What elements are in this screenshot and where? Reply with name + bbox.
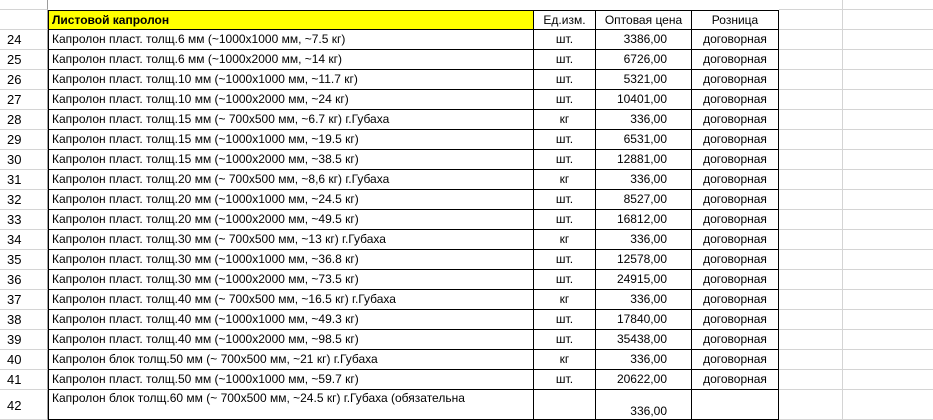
retail-cell[interactable]: договорная — [692, 110, 779, 130]
empty-cell[interactable] — [843, 350, 933, 370]
row-number-cell[interactable]: 24 — [0, 30, 48, 50]
price-cell[interactable]: 336,00 — [596, 110, 692, 130]
price-cell[interactable]: 336,00 — [596, 230, 692, 250]
empty-cell[interactable] — [843, 150, 933, 170]
empty-cell[interactable] — [779, 130, 843, 150]
price-cell[interactable]: 336,00 — [596, 350, 692, 370]
unit-cell[interactable]: шт. — [534, 270, 596, 290]
retail-cell[interactable]: договорная — [692, 130, 779, 150]
unit-cell[interactable]: кг — [534, 110, 596, 130]
price-cell[interactable]: 17840,00 — [596, 310, 692, 330]
price-cell[interactable]: 336,00 — [596, 170, 692, 190]
row-number-cell[interactable] — [0, 10, 48, 30]
unit-cell[interactable] — [534, 390, 596, 420]
row-number-cell[interactable]: 29 — [0, 130, 48, 150]
row-number-cell[interactable]: 25 — [0, 50, 48, 70]
retail-cell[interactable]: договорная — [692, 350, 779, 370]
price-cell[interactable]: 20622,00 — [596, 370, 692, 390]
empty-cell[interactable] — [779, 110, 843, 130]
retail-cell[interactable] — [692, 390, 779, 420]
table-row — [0, 210, 933, 230]
table-row — [0, 170, 933, 190]
empty-cell[interactable] — [779, 230, 843, 250]
table-row — [0, 190, 933, 210]
unit-cell[interactable]: шт. — [534, 130, 596, 150]
product-name-cell[interactable]: Капролон пласт. толщ.15 мм (~ 700х500 мм, ~6.7 кг) г.Губаха — [48, 110, 534, 130]
retail-cell[interactable]: договорная — [692, 330, 779, 350]
empty-cell[interactable] — [843, 90, 933, 110]
row-number-cell[interactable]: 40 — [0, 350, 48, 370]
price-cell[interactable]: 12578,00 — [596, 250, 692, 270]
table-row — [0, 370, 933, 390]
price-cell[interactable]: 10401,00 — [596, 90, 692, 110]
retail-cell[interactable]: договорная — [692, 310, 779, 330]
unit-cell[interactable]: шт. — [534, 370, 596, 390]
product-name-cell[interactable]: Капролон пласт. толщ.40 мм (~ 700х500 мм, ~16.5 кг) г.Губаха — [48, 290, 534, 310]
empty-cell[interactable] — [843, 370, 933, 390]
empty-cell[interactable] — [779, 0, 843, 10]
table-row — [0, 30, 933, 50]
row-number-cell[interactable]: 34 — [0, 230, 48, 250]
empty-cell[interactable] — [843, 130, 933, 150]
retail-cell[interactable]: договорная — [692, 90, 779, 110]
table-row — [0, 150, 933, 170]
header-unit-cell[interactable]: Ед.изм. — [534, 10, 596, 30]
price-cell[interactable]: 336,00 — [596, 390, 692, 420]
empty-cell[interactable] — [843, 170, 933, 190]
retail-cell[interactable]: договорная — [692, 250, 779, 270]
unit-cell[interactable]: шт. — [534, 310, 596, 330]
retail-cell[interactable]: договорная — [692, 50, 779, 70]
retail-cell[interactable]: договорная — [692, 370, 779, 390]
table-header-row — [0, 10, 933, 30]
empty-cell[interactable] — [779, 150, 843, 170]
row-number-cell[interactable]: 42 — [0, 390, 48, 420]
table-row — [0, 50, 933, 70]
empty-cell[interactable] — [843, 110, 933, 130]
unit-cell[interactable]: кг — [534, 170, 596, 190]
unit-cell[interactable]: шт. — [534, 150, 596, 170]
product-name-cell[interactable]: Капролон пласт. толщ.20 мм (~1000х2000 мм, ~49.5 кг) — [48, 210, 534, 230]
empty-cell[interactable] — [843, 50, 933, 70]
empty-cell[interactable] — [843, 270, 933, 290]
retail-cell[interactable]: договорная — [692, 190, 779, 210]
table-row — [0, 130, 933, 150]
empty-cell[interactable] — [779, 290, 843, 310]
empty-cell[interactable] — [779, 350, 843, 370]
product-name-cell[interactable]: Капролон пласт. толщ.40 мм (~1000х2000 мм, ~98.5 кг) — [48, 330, 534, 350]
table-row — [0, 270, 933, 290]
price-cell[interactable]: 8527,00 — [596, 190, 692, 210]
price-cell[interactable]: 6531,00 — [596, 130, 692, 150]
price-cell[interactable]: 24915,00 — [596, 270, 692, 290]
empty-cell[interactable] — [843, 10, 933, 30]
row-number-cell[interactable]: 39 — [0, 330, 48, 350]
unit-cell[interactable]: кг — [534, 230, 596, 250]
product-name-cell[interactable]: Капролон блок толщ.50 мм (~ 700х500 мм, ~21 кг) г.Губаха — [48, 350, 534, 370]
empty-cell[interactable] — [779, 210, 843, 230]
price-cell[interactable]: 3386,00 — [596, 30, 692, 50]
empty-cell[interactable] — [779, 30, 843, 50]
table-row — [0, 250, 933, 270]
empty-cell[interactable] — [843, 330, 933, 350]
empty-cell[interactable] — [779, 90, 843, 110]
price-cell[interactable]: 5321,00 — [596, 70, 692, 90]
empty-cell[interactable] — [843, 70, 933, 90]
empty-cell[interactable] — [779, 190, 843, 210]
retail-cell[interactable]: договорная — [692, 270, 779, 290]
empty-cell[interactable] — [779, 390, 843, 420]
product-name-cell[interactable]: Капролон пласт. толщ.15 мм (~1000х2000 мм, ~38.5 кг) — [48, 150, 534, 170]
empty-cell[interactable] — [843, 250, 933, 270]
empty-cell[interactable] — [779, 70, 843, 90]
empty-cell[interactable] — [843, 390, 933, 420]
table-row — [0, 310, 933, 330]
product-name-cell[interactable]: Капролон пласт. толщ.50 мм (~1000х1000 мм, ~59.7 кг) — [48, 370, 534, 390]
header-retail-cell[interactable]: Розница — [692, 10, 779, 30]
row-number-cell[interactable]: 38 — [0, 310, 48, 330]
row-number-cell[interactable]: 31 — [0, 170, 48, 190]
header-title-cell[interactable]: Листовой капролон — [48, 10, 534, 30]
product-name-cell[interactable]: Капролон пласт. толщ.6 мм (~1000х1000 мм, ~7.5 кг) — [48, 30, 534, 50]
retail-cell[interactable]: договорная — [692, 290, 779, 310]
retail-cell[interactable]: договорная — [692, 230, 779, 250]
empty-cell[interactable] — [779, 270, 843, 290]
row-number-cell[interactable] — [0, 0, 48, 10]
unit-cell[interactable]: шт. — [534, 330, 596, 350]
price-cell[interactable]: 16812,00 — [596, 210, 692, 230]
price-cell[interactable]: 6726,00 — [596, 50, 692, 70]
unit-cell[interactable]: шт. — [534, 90, 596, 110]
partial-row — [0, 0, 933, 10]
retail-cell[interactable]: договорная — [692, 70, 779, 90]
table-row — [0, 390, 933, 420]
empty-cell[interactable] — [779, 10, 843, 30]
product-name-cell[interactable]: Капролон пласт. толщ.10 мм (~1000х2000 мм, ~24 кг) — [48, 90, 534, 110]
row-number-cell[interactable]: 36 — [0, 270, 48, 290]
unit-cell[interactable]: кг — [534, 350, 596, 370]
empty-cell[interactable] — [779, 310, 843, 330]
price-cell[interactable]: 35438,00 — [596, 330, 692, 350]
product-name-cell[interactable]: Капролон пласт. толщ.20 мм (~ 700х500 мм, ~8,6 кг) г.Губаха — [48, 170, 534, 190]
product-name-cell[interactable]: Капролон блок толщ.60 мм (~ 700х500 мм, ~24.5 кг) г.Губаха (обязательна — [48, 390, 534, 420]
table-row — [0, 290, 933, 310]
table-row — [0, 330, 933, 350]
table-row — [0, 230, 933, 250]
empty-cell[interactable] — [843, 230, 933, 250]
retail-cell[interactable]: договорная — [692, 170, 779, 190]
row-number-cell[interactable]: 30 — [0, 150, 48, 170]
price-cell[interactable]: 336,00 — [596, 290, 692, 310]
price-cell[interactable]: 12881,00 — [596, 150, 692, 170]
unit-cell[interactable]: шт. — [534, 210, 596, 230]
product-name-cell[interactable]: Капролон пласт. толщ.30 мм (~1000х1000 мм, ~36.8 кг) — [48, 250, 534, 270]
product-name-cell[interactable]: Капролон пласт. толщ.6 мм (~1000х2000 мм, ~14 кг) — [48, 50, 534, 70]
table-row — [0, 90, 933, 110]
row-number-cell[interactable]: 33 — [0, 210, 48, 230]
unit-cell[interactable]: шт. — [534, 30, 596, 50]
table-row — [0, 350, 933, 370]
unit-cell[interactable]: шт. — [534, 190, 596, 210]
unit-cell[interactable]: шт. — [534, 250, 596, 270]
empty-cell[interactable] — [779, 370, 843, 390]
unit-cell[interactable]: шт. — [534, 50, 596, 70]
header-wholesale-cell[interactable]: Оптовая цена — [596, 10, 692, 30]
table-row — [0, 110, 933, 130]
row-number-cell[interactable]: 28 — [0, 110, 48, 130]
product-name-cell[interactable]: Капролон пласт. толщ.30 мм (~1000х2000 мм, ~73.5 кг) — [48, 270, 534, 290]
unit-cell[interactable]: кг — [534, 290, 596, 310]
unit-cell[interactable]: шт. — [534, 70, 596, 90]
retail-cell[interactable]: договорная — [692, 30, 779, 50]
row-number-cell[interactable]: 41 — [0, 370, 48, 390]
row-number-cell[interactable]: 32 — [0, 190, 48, 210]
empty-cell[interactable] — [843, 0, 933, 10]
product-name-cell[interactable]: Капролон пласт. толщ.15 мм (~1000х1000 мм, ~19.5 кг) — [48, 130, 534, 150]
table-row — [0, 70, 933, 90]
row-number-cell[interactable]: 26 — [0, 70, 48, 90]
empty-cell[interactable] — [843, 210, 933, 230]
empty-cell[interactable] — [843, 310, 933, 330]
row-number-cell[interactable]: 27 — [0, 90, 48, 110]
empty-cell[interactable] — [779, 50, 843, 70]
retail-cell[interactable]: договорная — [692, 210, 779, 230]
row-number-cell[interactable]: 37 — [0, 290, 48, 310]
product-name-cell[interactable]: Капролон пласт. толщ.40 мм (~1000х1000 мм, ~49.3 кг) — [48, 310, 534, 330]
retail-cell[interactable]: договорная — [692, 150, 779, 170]
empty-cell[interactable] — [779, 330, 843, 350]
product-name-cell[interactable]: Капролон пласт. толщ.30 мм (~ 700х500 мм, ~13 кг) г.Губаха — [48, 230, 534, 250]
empty-cell[interactable] — [843, 30, 933, 50]
empty-cell[interactable] — [779, 250, 843, 270]
product-name-cell[interactable]: Капролон пласт. толщ.10 мм (~1000х1000 мм, ~11.7 кг) — [48, 70, 534, 90]
empty-cell[interactable] — [843, 190, 933, 210]
empty-cell[interactable] — [779, 170, 843, 190]
product-name-cell[interactable]: Капролон пласт. толщ.20 мм (~1000х1000 мм, ~24.5 кг) — [48, 190, 534, 210]
row-number-cell[interactable]: 35 — [0, 250, 48, 270]
empty-cell[interactable] — [843, 290, 933, 310]
